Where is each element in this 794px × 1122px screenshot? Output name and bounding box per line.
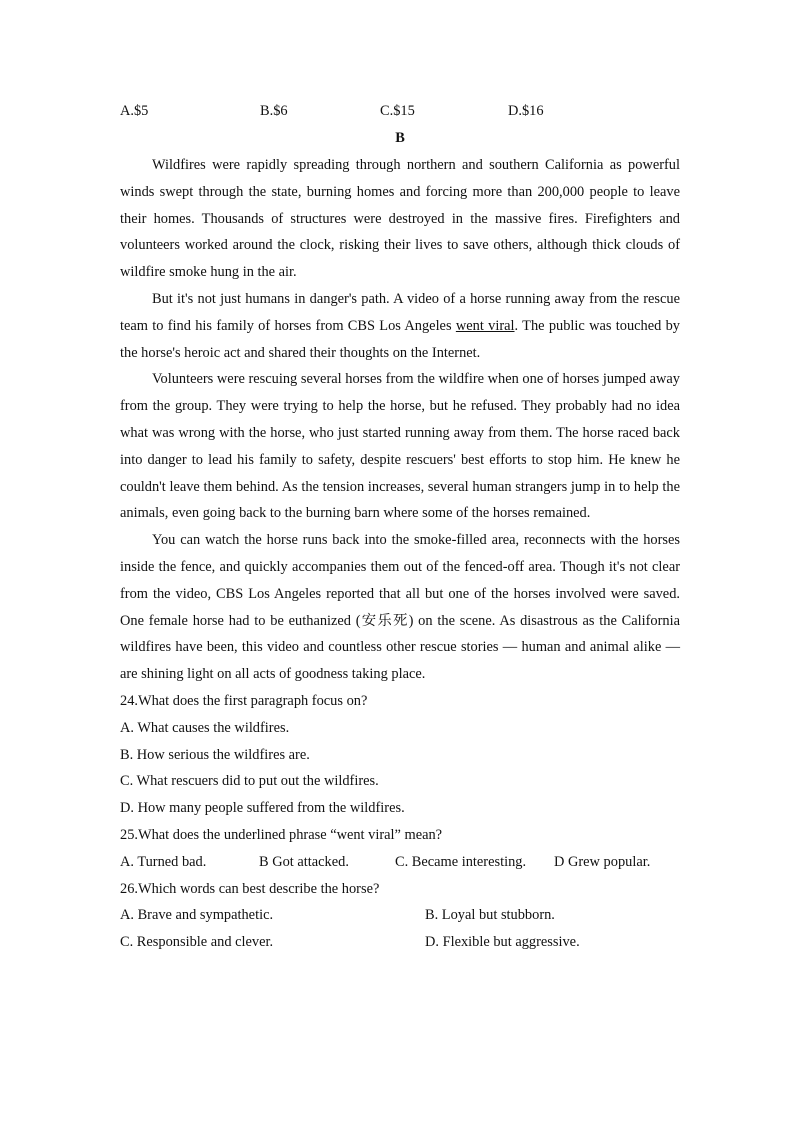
question-26-options-row-1 <box>120 902 680 929</box>
underlined-phrase: went viral <box>455 317 515 334</box>
question-24-stem: 24.What does the first paragraph focus on? <box>120 692 368 709</box>
question-26-stem: 26.Which words can best describe the horse? <box>120 880 380 897</box>
option-d: D.$16 <box>508 103 544 119</box>
question-24-option-d: D. How many people suffered from the wildfires. <box>120 800 405 817</box>
question-26-option-b: B. Loyal but stubborn. <box>425 907 555 924</box>
question-24-option-c: C. What rescuers did to put out the wildfires. <box>120 773 379 790</box>
paragraph-2-text-before: But it's not just humans in danger's path. A video of a horse running away from the rescue team to find his family of horses from CBS Los Angeles <box>120 290 680 334</box>
question-25-stem: 25.What does the underlined phrase “went viral” mean? <box>120 826 443 843</box>
question-25-options <box>120 849 680 876</box>
question-24-option-a: A. What causes the wildfires. <box>120 719 290 736</box>
question-25-option-b: B Got attacked. <box>259 853 349 870</box>
option-a: A.$5 <box>120 103 149 119</box>
question-24-option-b: B. How serious the wildfires are. <box>120 746 310 763</box>
section-title: B <box>395 130 405 146</box>
question-25-option-d: D Grew popular. <box>554 853 651 870</box>
passage-paragraph-4: You can watch the horse runs back into the smoke-filled area, reconnects with the horses inside the fence, and quickly accompanies them out of the fenced-off area. Though it's not clear from the video, CBS Los Angeles reported that all but one of the horses involved were saved. One female horse had to be euthanized (安乐死) on the scene. As disastrous as the California wildfires have been, this video and countless other rescue stories — human and animal alike — are shining light on all acts of goodness taking place. <box>120 532 680 683</box>
document-page <box>120 98 680 956</box>
option-c: C.$15 <box>380 103 415 119</box>
question-26-option-c: C. Responsible and clever. <box>120 934 274 951</box>
question-25-option-a: A. Turned bad. <box>120 853 207 870</box>
passage-paragraph-2 <box>120 286 680 366</box>
question-25-option-c: C. Became interesting. <box>395 853 527 870</box>
previous-question-options <box>120 98 680 125</box>
question-26-options-row-2 <box>120 929 680 956</box>
paragraph-2-text-after: . The public was touched by the horse's heroic act and shared their thoughts on the Internet. <box>120 317 681 361</box>
question-26-option-a: A. Brave and sympathetic. <box>120 907 274 924</box>
option-b: B.$6 <box>260 103 288 119</box>
question-26-option-d: D. Flexible but aggressive. <box>425 934 580 951</box>
passage-paragraph-3: Volunteers were rescuing several horses from the wildfire when one of horses jumped away from the group. They were trying to help the horse, but he refused. They probably had no idea what was wrong with the horse, who just started running away from them. The horse raced back into danger to lead his family to safety, despite rescuers' best efforts to stop him. He knew he couldn't leave them behind. As the tension increases, several human strangers jump in to help the animals, even going back to the burning barn where some of the horses remained. <box>120 371 680 522</box>
passage-paragraph-1: Wildfires were rapidly spreading through northern and southern California as powerful winds swept through the state, burning homes and forcing more than 200,000 people to leave their homes. Thousands of structures were destroyed in the massive fires. Firefighters and volunteers worked around the clock, risking their lives to save others, although thick clouds of wildfire smoke hung in the air. <box>120 157 680 281</box>
